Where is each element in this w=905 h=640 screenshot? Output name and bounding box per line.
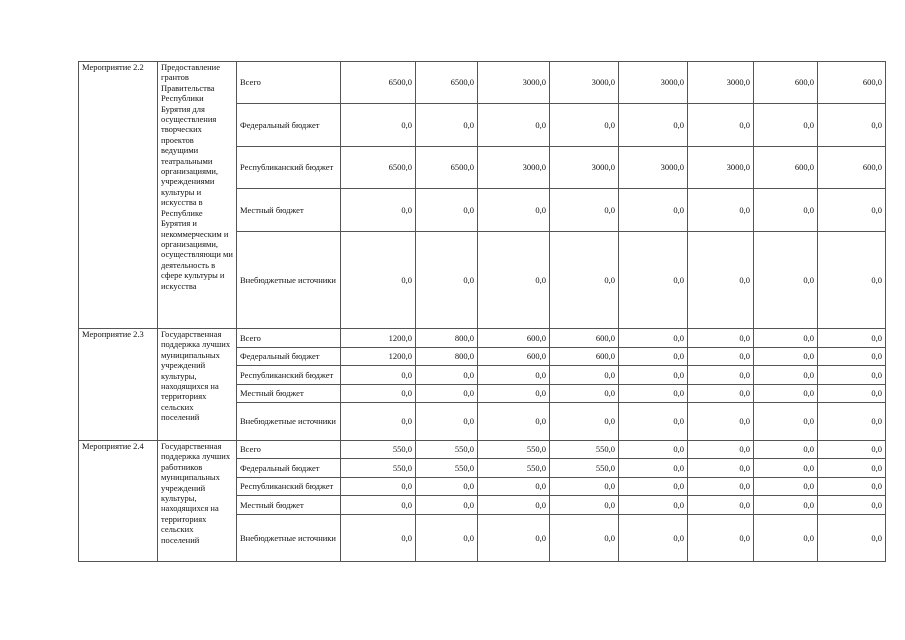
amount-cell: 600,0: [754, 147, 818, 189]
amount-cell: 0,0: [550, 366, 619, 385]
amount-cell: 0,0: [818, 104, 886, 147]
amount-cell: 0,0: [754, 441, 818, 459]
amount-cell: 0,0: [478, 104, 550, 147]
amount-cell: 0,0: [754, 459, 818, 478]
amount-cell: 0,0: [478, 385, 550, 403]
amount-cell: 0,0: [818, 459, 886, 478]
amount-cell: 0,0: [818, 478, 886, 496]
amount-cell: 3000,0: [688, 147, 754, 189]
amount-cell: 550,0: [550, 459, 619, 478]
amount-cell: 0,0: [818, 441, 886, 459]
funding-source: Местный бюджет: [237, 496, 341, 515]
amount-cell: 0,0: [478, 403, 550, 441]
amount-cell: 0,0: [341, 232, 416, 329]
amount-cell: 0,0: [619, 348, 688, 366]
amount-cell: 600,0: [550, 348, 619, 366]
funding-source: Внебюджетные источники: [237, 515, 341, 562]
amount-cell: 0,0: [754, 403, 818, 441]
amount-cell: 0,0: [688, 366, 754, 385]
amount-cell: 0,0: [818, 329, 886, 348]
amount-cell: 0,0: [416, 403, 478, 441]
amount-cell: 0,0: [619, 104, 688, 147]
amount-cell: 550,0: [478, 441, 550, 459]
amount-cell: 0,0: [688, 385, 754, 403]
amount-cell: 0,0: [550, 496, 619, 515]
amount-cell: 0,0: [619, 515, 688, 562]
amount-cell: 600,0: [478, 329, 550, 348]
amount-cell: 1200,0: [341, 329, 416, 348]
amount-cell: 0,0: [754, 385, 818, 403]
amount-cell: 0,0: [341, 366, 416, 385]
amount-cell: 0,0: [550, 385, 619, 403]
amount-cell: 0,0: [416, 515, 478, 562]
funding-source: Федеральный бюджет: [237, 348, 341, 366]
funding-source: Федеральный бюджет: [237, 459, 341, 478]
amount-cell: 0,0: [619, 478, 688, 496]
amount-cell: 0,0: [688, 403, 754, 441]
amount-cell: 0,0: [754, 366, 818, 385]
amount-cell: 0,0: [754, 515, 818, 562]
funding-source: Всего: [237, 441, 341, 459]
amount-cell: 3000,0: [688, 62, 754, 104]
amount-cell: 0,0: [688, 459, 754, 478]
amount-cell: 3000,0: [619, 147, 688, 189]
amount-cell: 0,0: [688, 189, 754, 232]
amount-cell: 0,0: [478, 478, 550, 496]
funding-source: Внебюджетные источники: [237, 403, 341, 441]
amount-cell: 0,0: [754, 329, 818, 348]
funding-source: Республиканский бюджет: [237, 478, 341, 496]
amount-cell: 0,0: [550, 104, 619, 147]
amount-cell: 0,0: [341, 189, 416, 232]
amount-cell: 0,0: [416, 385, 478, 403]
amount-cell: 0,0: [818, 189, 886, 232]
amount-cell: 0,0: [341, 478, 416, 496]
amount-cell: 0,0: [550, 232, 619, 329]
amount-cell: 0,0: [550, 403, 619, 441]
amount-cell: 600,0: [550, 329, 619, 348]
amount-cell: 3000,0: [550, 62, 619, 104]
activity-description: Предоставление грантов Правительства Республики Бурятия для осуществления творческих проектов ведущими театральными организациями, учреждениями культуры и искусства в Республике Бурятия и некоммерческим и организациями, осуществляющи ми деятельность в сфере культуры и искусства: [158, 62, 237, 329]
funding-source: Республиканский бюджет: [237, 366, 341, 385]
amount-cell: 0,0: [818, 385, 886, 403]
funding-source: Местный бюджет: [237, 189, 341, 232]
activity-code: Мероприятие 2.2: [79, 62, 158, 329]
amount-cell: 0,0: [688, 441, 754, 459]
amount-cell: 0,0: [341, 385, 416, 403]
amount-cell: 6500,0: [341, 62, 416, 104]
amount-cell: 0,0: [619, 385, 688, 403]
amount-cell: 550,0: [416, 441, 478, 459]
amount-cell: 0,0: [818, 232, 886, 329]
amount-cell: 0,0: [416, 104, 478, 147]
funding-source: Республиканский бюджет: [237, 147, 341, 189]
amount-cell: 0,0: [619, 366, 688, 385]
amount-cell: 0,0: [619, 403, 688, 441]
amount-cell: 550,0: [550, 441, 619, 459]
amount-cell: 0,0: [619, 189, 688, 232]
amount-cell: 0,0: [688, 329, 754, 348]
funding-source: Внебюджетные источники: [237, 232, 341, 329]
amount-cell: 0,0: [478, 496, 550, 515]
amount-cell: 800,0: [416, 329, 478, 348]
amount-cell: 0,0: [478, 232, 550, 329]
amount-cell: 0,0: [341, 515, 416, 562]
amount-cell: 0,0: [688, 104, 754, 147]
amount-cell: 0,0: [550, 515, 619, 562]
amount-cell: 600,0: [818, 147, 886, 189]
amount-cell: 0,0: [478, 515, 550, 562]
amount-cell: 0,0: [754, 189, 818, 232]
amount-cell: 0,0: [754, 496, 818, 515]
amount-cell: 550,0: [478, 459, 550, 478]
funding-source: Федеральный бюджет: [237, 104, 341, 147]
amount-cell: 0,0: [416, 189, 478, 232]
amount-cell: 0,0: [688, 348, 754, 366]
amount-cell: 0,0: [416, 496, 478, 515]
amount-cell: 6500,0: [416, 147, 478, 189]
amount-cell: 0,0: [416, 232, 478, 329]
amount-cell: 0,0: [416, 478, 478, 496]
amount-cell: 0,0: [416, 366, 478, 385]
amount-cell: 800,0: [416, 348, 478, 366]
amount-cell: 0,0: [619, 441, 688, 459]
amount-cell: 0,0: [619, 459, 688, 478]
amount-cell: 3000,0: [478, 62, 550, 104]
amount-cell: 0,0: [754, 232, 818, 329]
activity-description: Государственная поддержка лучших муниципальных учреждений культуры, находящихся на территориях сельских поселений: [158, 329, 237, 441]
amount-cell: 3000,0: [478, 147, 550, 189]
amount-cell: 6500,0: [416, 62, 478, 104]
funding-source: Всего: [237, 329, 341, 348]
amount-cell: 0,0: [619, 232, 688, 329]
amount-cell: 600,0: [818, 62, 886, 104]
amount-cell: 0,0: [688, 478, 754, 496]
amount-cell: 0,0: [619, 329, 688, 348]
funding-source: Местный бюджет: [237, 385, 341, 403]
amount-cell: 0,0: [688, 515, 754, 562]
amount-cell: 0,0: [754, 478, 818, 496]
amount-cell: 0,0: [754, 348, 818, 366]
amount-cell: 550,0: [416, 459, 478, 478]
funding-source: Всего: [237, 62, 341, 104]
table-row: [79, 441, 886, 459]
activity-code: Мероприятие 2.3: [79, 329, 158, 441]
amount-cell: 3000,0: [550, 147, 619, 189]
amount-cell: 0,0: [478, 189, 550, 232]
amount-cell: 600,0: [754, 62, 818, 104]
amount-cell: 0,0: [341, 403, 416, 441]
amount-cell: 0,0: [688, 496, 754, 515]
table-row: [79, 62, 886, 104]
table-row: [79, 329, 886, 348]
amount-cell: 6500,0: [341, 147, 416, 189]
amount-cell: 0,0: [818, 348, 886, 366]
activity-code: Мероприятие 2.4: [79, 441, 158, 562]
activity-description: Государственная поддержка лучших работников муниципальных учреждений культуры, находящихся на территориях сельских поселений: [158, 441, 237, 562]
amount-cell: 0,0: [341, 496, 416, 515]
amount-cell: 600,0: [478, 348, 550, 366]
budget-table: [78, 61, 886, 562]
amount-cell: 0,0: [818, 496, 886, 515]
amount-cell: 0,0: [550, 478, 619, 496]
amount-cell: 0,0: [754, 104, 818, 147]
amount-cell: 0,0: [818, 366, 886, 385]
amount-cell: 0,0: [688, 232, 754, 329]
amount-cell: 3000,0: [619, 62, 688, 104]
amount-cell: 0,0: [341, 104, 416, 147]
amount-cell: 550,0: [341, 441, 416, 459]
amount-cell: 0,0: [478, 366, 550, 385]
amount-cell: 0,0: [550, 189, 619, 232]
amount-cell: 0,0: [818, 403, 886, 441]
amount-cell: 550,0: [341, 459, 416, 478]
amount-cell: 0,0: [619, 496, 688, 515]
amount-cell: 1200,0: [341, 348, 416, 366]
amount-cell: 0,0: [818, 515, 886, 562]
